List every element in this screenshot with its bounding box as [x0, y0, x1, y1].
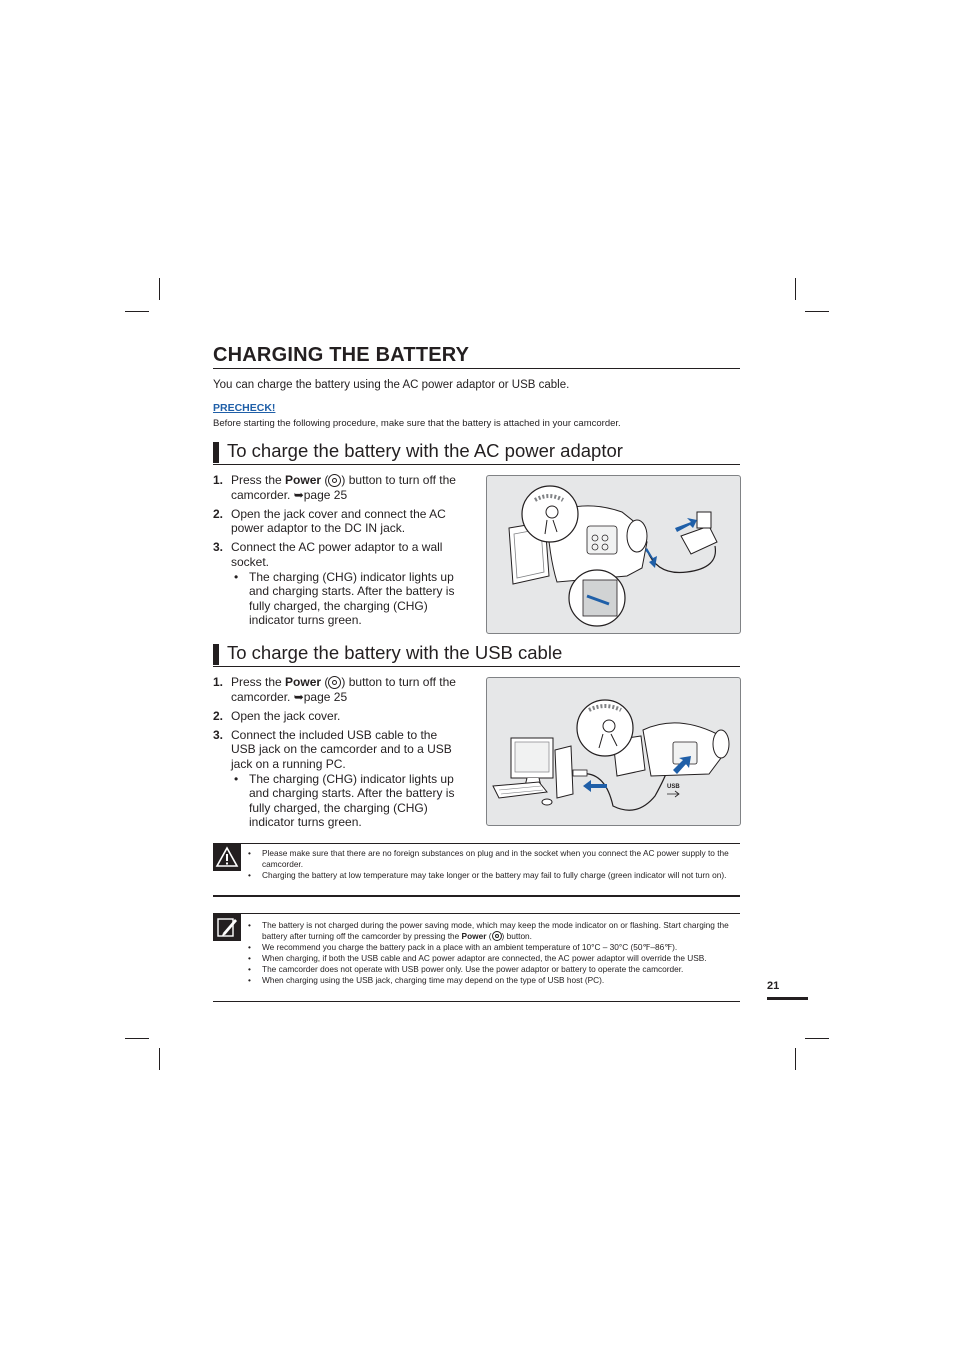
usb-label: USB	[667, 784, 680, 790]
step-bullet: • The charging (CHG) indicator lights up and charging starts. After the battery is fully charged, the charging (CHG) indicator turns green.	[231, 570, 465, 628]
info-note	[247, 920, 739, 942]
info-note-text: The battery is not charged during the power saving mode, which may keep the mode indicator on or flashing. Start charging the battery after turning off the camcorder by pressing the	[262, 920, 729, 941]
heading-bar	[213, 442, 219, 463]
step-text: Press the	[231, 473, 286, 487]
info-notes-list	[247, 920, 739, 986]
crop-mark	[125, 311, 149, 312]
warning-top-rule	[213, 843, 740, 844]
info-note: • When charging, if both the USB cable and AC power adaptor are connected, the AC power adaptor will override the USB.	[247, 953, 739, 964]
warning-bottom-rule	[213, 895, 740, 897]
step-number: 1.	[213, 675, 224, 689]
power-word: Power	[461, 931, 487, 941]
step-text: ) button to turn off the camcorder. ➥page 25	[231, 675, 456, 704]
crop-mark	[795, 278, 796, 300]
crop-mark	[805, 1038, 829, 1039]
step-number: 3.	[213, 540, 224, 555]
section-heading-ac	[213, 440, 740, 465]
power-word: Power	[285, 473, 322, 487]
step-item	[213, 728, 465, 830]
info-bottom-rule	[213, 1001, 740, 1002]
crop-mark	[159, 1048, 160, 1070]
usb-cable-illustration	[486, 677, 741, 826]
step-item	[213, 675, 465, 704]
power-word: Power	[285, 675, 322, 689]
warning-icon	[213, 843, 241, 871]
step-number: 1.	[213, 473, 224, 487]
crop-mark	[159, 278, 160, 300]
section-heading-text: To charge the battery with the USB cable	[227, 642, 563, 663]
info-top-rule	[213, 913, 740, 914]
ac-adaptor-illustration	[486, 475, 741, 634]
note-pencil-icon	[213, 913, 241, 941]
step-text: (	[321, 675, 329, 689]
step-text: Connect the included USB cable to the USB jack on the camcorder and to a USB jack on a running PC.	[231, 727, 452, 771]
step-item	[213, 473, 465, 502]
step-item	[213, 540, 465, 628]
warning-note: • Charging the battery at low temperature may take longer or the battery may fail to fully charge (green indicator will not turn on).	[247, 870, 739, 881]
page-number-bar	[767, 997, 808, 1000]
ac-steps-list	[213, 473, 465, 632]
step-item	[213, 507, 465, 536]
step-text: Connect the AC power adaptor to a wall socket.	[231, 540, 443, 569]
usb-illustration-svg	[487, 678, 740, 825]
info-note: • When charging using the USB jack, charging time may depend on the type of USB host (PC).	[247, 975, 739, 986]
section-heading-text: To charge the battery with the AC power adaptor	[227, 440, 623, 461]
step-text: (	[321, 473, 329, 487]
step-text: Press the	[231, 675, 286, 689]
info-note: • The camcorder does not operate with USB power only. Use the power adaptor or battery to operate the camcorder.	[247, 964, 739, 975]
ac-illustration-svg	[487, 476, 740, 633]
title-rule	[213, 368, 740, 369]
usb-steps-list	[213, 675, 465, 834]
warning-notes-list	[247, 848, 739, 881]
precheck-text: Before starting the following procedure, make sure that the battery is attached in your camcorder.	[213, 418, 621, 429]
crop-mark	[805, 311, 829, 312]
heading-bar	[213, 644, 219, 665]
precheck-label: PRECHECK!	[213, 402, 276, 414]
step-bullet: • The charging (CHG) indicator lights up and charging starts. After the battery is fully charged, the charging (CHG) indicator turns green.	[231, 772, 465, 830]
info-note-text: (	[486, 931, 492, 941]
section-heading-usb	[213, 642, 740, 667]
usb-symbol-icon	[667, 791, 679, 797]
power-icon	[492, 931, 502, 941]
power-icon	[328, 676, 341, 689]
step-text: Open the jack cover and connect the AC power adaptor to the DC IN jack.	[231, 506, 446, 536]
crop-mark	[125, 1038, 149, 1039]
info-note-text: ) button.	[501, 931, 532, 941]
crop-mark	[795, 1048, 796, 1070]
power-icon	[328, 474, 341, 487]
warning-note: • Please make sure that there are no foreign substances on plug and in the socket when you connect the AC power supply to the camcorder.	[247, 848, 739, 870]
step-number: 2.	[213, 506, 224, 521]
intro-text: You can charge the battery using the AC power adaptor or USB cable.	[213, 379, 570, 391]
step-text: Open the jack cover.	[231, 708, 341, 723]
step-number: 2.	[213, 708, 224, 723]
page-number: 21	[767, 980, 780, 992]
step-number: 3.	[213, 727, 224, 742]
info-note: • We recommend you charge the battery pack in a place with an ambient temperature of 10°C – 30°C (50℉–86℉).	[247, 942, 739, 953]
step-item	[213, 709, 465, 724]
page-title: CHARGING THE BATTERY	[213, 344, 470, 366]
step-text: ) button to turn off the camcorder. ➥page 25	[231, 473, 456, 502]
